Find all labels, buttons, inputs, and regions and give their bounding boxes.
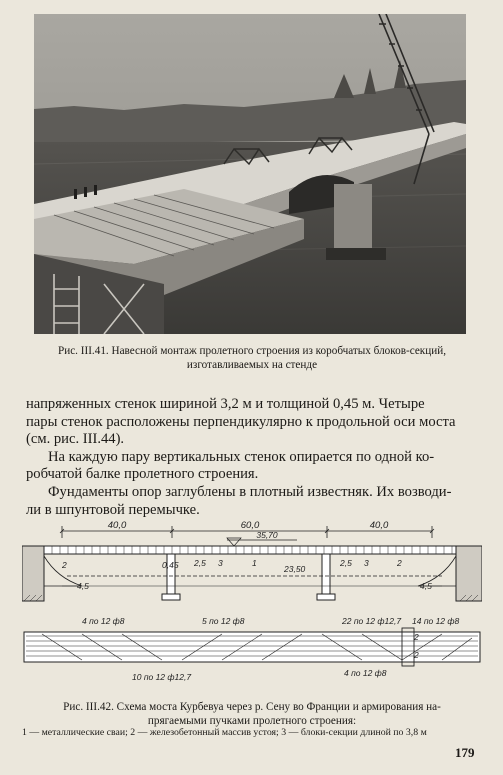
label-2-1: 2 bbox=[414, 632, 419, 642]
text-line: напряженных стенок шириной 3,2 м и толщиной 0,45 м. Четыре bbox=[26, 396, 425, 412]
text-line: Фундаменты опор заглублены в плотный известняк. Их возводи- bbox=[48, 483, 452, 500]
span-mid-label: 60,0 bbox=[240, 520, 260, 531]
dim-2-5-right: 2,5 bbox=[340, 558, 352, 568]
text-line: ли в шпунтовой перемычке. bbox=[26, 501, 200, 518]
span-left-label: 40,0 bbox=[107, 520, 127, 531]
label-2-2: 2 bbox=[414, 650, 419, 660]
text-line: На каждую пару вертикальных стенок опирается по одной ко- bbox=[48, 448, 435, 465]
figure-caption-2 bbox=[26, 700, 478, 728]
label-1: 1 bbox=[252, 558, 257, 568]
text-line: (см. рис. III.44). bbox=[26, 431, 125, 448]
dim-4-5-left: 4,5 bbox=[77, 581, 89, 591]
bridge-scheme-diagram bbox=[22, 516, 482, 696]
dim-2-5-left: 2,5 bbox=[194, 558, 206, 568]
caption-line: Рис. III.41. Навесной монтаж пролетного строения из коробчатых блоков-секций, bbox=[57, 345, 446, 357]
caption-line: Рис. III.42. Схема моста Курбевуа через р. Сену во Франции и армирования на- bbox=[63, 701, 441, 713]
label-2-left: 2 bbox=[62, 560, 67, 570]
dim-23-50: 23,50 bbox=[284, 564, 306, 574]
body-text bbox=[26, 396, 476, 519]
figure-caption-1 bbox=[26, 344, 478, 372]
tendon-label-c: 22 по 12 ф12,7 bbox=[342, 616, 402, 626]
tendon-label-a: 4 по 12 ф8 bbox=[82, 616, 125, 626]
text-line: пары стенок расположены перпендикулярно к продольной оси моста bbox=[26, 413, 456, 430]
span-right-label: 40,0 bbox=[369, 520, 389, 531]
label-3-right: 3 bbox=[364, 558, 369, 568]
tendon-label-d: 14 по 12 ф8 bbox=[412, 616, 460, 626]
figure-legend: 1 — металлические сваи; 2 — железобетонный массив устоя; 3 — блоки-секции длиной по 3,8 м bbox=[22, 727, 427, 738]
bridge-construction-photo bbox=[34, 14, 466, 334]
dim-0-45: 0,45 bbox=[162, 560, 179, 570]
caption-line: изготавливаемых на стенде bbox=[186, 359, 318, 371]
tendon-label-e: 10 по 12 ф12,7 bbox=[132, 672, 192, 682]
tendon-label-b: 5 по 12 ф8 bbox=[202, 616, 245, 626]
caption-line: прягаемыми пучками пролетного строения: bbox=[147, 715, 357, 727]
text-line: робчатой балке пролетного строения. bbox=[26, 466, 259, 483]
label-2-right: 2 bbox=[397, 558, 402, 568]
dim-4-5-right: 4,5 bbox=[420, 581, 432, 591]
label-3-left: 3 bbox=[218, 558, 223, 568]
tendon-label-f: 4 по 12 ф8 bbox=[344, 668, 387, 678]
page-number: 179 bbox=[455, 745, 475, 760]
dim-35-70: 35,70 bbox=[256, 530, 278, 540]
